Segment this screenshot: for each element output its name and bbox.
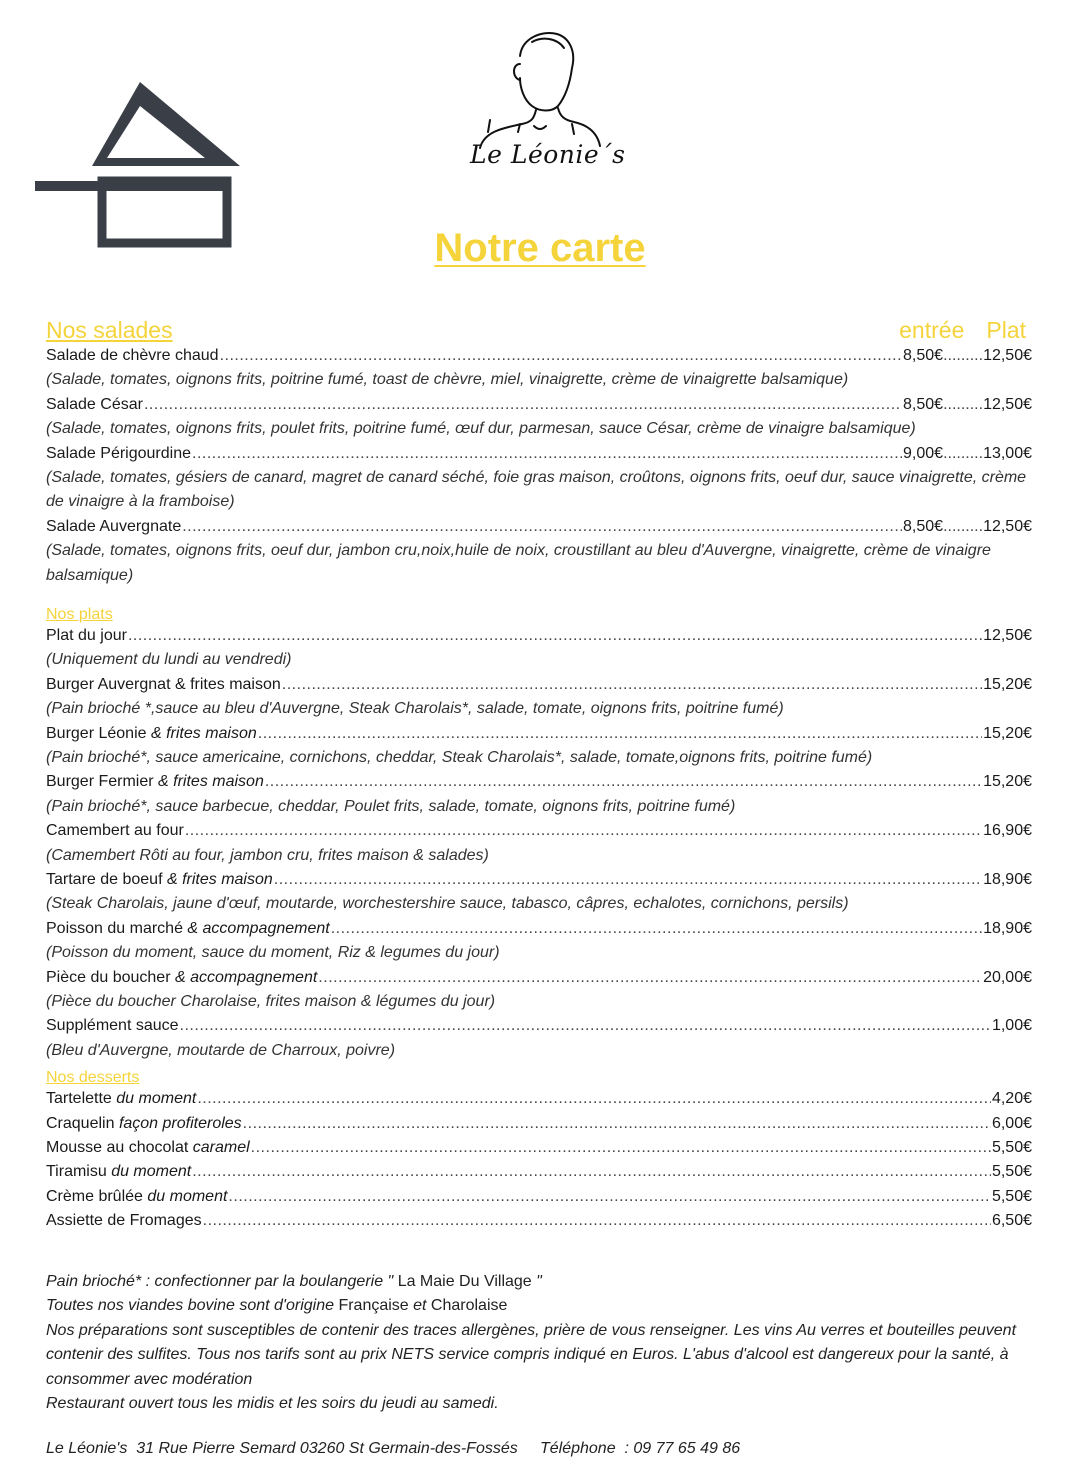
salade-price-entree: 9,00€ — [903, 444, 944, 462]
dot-leader — [258, 722, 982, 746]
salade-price-plat: 12,50€ — [983, 517, 1032, 535]
plat-description: (Poisson du moment, sauce du moment, Riz & legumes du jour) — [46, 944, 500, 962]
plat-price: 15,20€ — [983, 773, 1032, 791]
dessert-suffix: façon profiteroles — [118, 1114, 242, 1132]
plat-description: (Bleu d'Auvergne, moutarde de Charroux, poivre) — [46, 1041, 396, 1059]
dessert-name: Crème brûlée — [46, 1187, 148, 1205]
address-line: Le Léonie's 31 Rue Pierre Semard 03260 St Germain-des-Fossés Téléphone : 09 77 65 49 86 — [46, 1440, 741, 1457]
page-title: Notre carte — [434, 226, 646, 270]
plat-name-wrap — [46, 868, 273, 892]
plat-suffix: & frites maison — [158, 773, 264, 791]
plat-row — [46, 868, 1032, 892]
plat-price: 12,50€ — [983, 627, 1032, 644]
salade-price-entree: 8,50€ — [903, 347, 944, 364]
dot-leader — [251, 1136, 991, 1160]
dot-leader — [228, 1185, 991, 1209]
plat-name: Poisson du marché — [46, 919, 188, 937]
dessert-name: Mousse au chocolat — [46, 1138, 193, 1156]
dot-leader — [128, 624, 982, 648]
dot-leader — [943, 393, 983, 417]
footer-note-horaires: Restaurant ouvert tous les midis et les soirs du jeudi au samedi. — [46, 1395, 499, 1413]
plat-name-wrap — [46, 673, 281, 697]
dot-leader — [318, 966, 982, 990]
salade-name: Salade Périgourdine — [46, 444, 191, 462]
plat-name: Supplément sauce — [46, 1017, 179, 1035]
section-salades-header — [46, 312, 1032, 344]
plat-row — [46, 1014, 1032, 1038]
plat-description: (Uniquement du lundi au vendredi) — [46, 651, 292, 669]
footer-notes — [46, 1270, 1036, 1416]
plat-name: Plat du jour — [46, 627, 127, 644]
salade-name: Salade de chèvre chaud — [46, 347, 219, 364]
dot-leader — [943, 442, 983, 466]
dessert-name-wrap — [46, 1185, 227, 1209]
col-plat-label: Plat — [986, 317, 1026, 343]
salade-price-entree: 8,50€ — [903, 395, 944, 413]
dot-leader — [192, 1160, 991, 1184]
dot-leader — [265, 770, 982, 794]
salade-price-plat: 12,50€ — [983, 347, 1032, 364]
plat-description: (Pain brioché*, sauce americaine, cornichons, cheddar, Steak Charolais*, salade, tomate,oignons frits, poitrine fumé) — [46, 748, 873, 766]
plat-suffix: & frites maison — [150, 724, 257, 742]
plat-name: Tartare de boeuf — [46, 870, 167, 888]
plat-name-wrap — [46, 966, 317, 990]
dessert-suffix: du moment — [116, 1090, 197, 1108]
plat-name-wrap — [46, 770, 264, 794]
plat-name: Camembert au four — [46, 822, 184, 840]
plat-name: Burger Léonie — [46, 724, 151, 742]
footer-note-viandes: Toutes nos viandes bovine sont d'origine Française et Charolaise — [46, 1297, 508, 1315]
dessert-row — [46, 1087, 1032, 1111]
dot-leader — [192, 442, 902, 466]
dessert-name-wrap — [46, 1136, 250, 1160]
salades-list — [46, 344, 1032, 588]
dessert-row — [46, 1160, 1032, 1184]
dot-leader — [185, 819, 982, 843]
logo-text: Le Léonie´s — [470, 140, 626, 169]
plat-price: 1,00€ — [991, 1017, 1032, 1035]
menu — [46, 312, 1032, 1234]
plat-price: 15,20€ — [983, 724, 1032, 742]
dessert-price: 6,00€ — [991, 1114, 1032, 1132]
dessert-row — [46, 1185, 1032, 1209]
plat-row — [46, 673, 1032, 697]
section-desserts-header — [46, 1063, 1032, 1087]
plat-suffix: & accompagnement — [174, 968, 318, 986]
section-salades-title: Nos salades — [46, 317, 173, 343]
salade-description: (Salade, tomates, oignons frits, oeuf dur, jambon cru,noix,huile de noix, croustillant au bleu d'Auvergne, vinaigrette, crème de vinaigre balsamique) — [46, 542, 991, 584]
dessert-suffix: du moment — [147, 1187, 228, 1205]
plat-name-wrap — [46, 624, 127, 648]
plat-name-wrap — [46, 819, 184, 843]
dot-leader — [182, 515, 902, 539]
salade-price-plat: 13,00€ — [983, 444, 1032, 462]
dot-leader — [243, 1112, 991, 1136]
plat-name-wrap — [46, 1014, 179, 1038]
dot-leader — [197, 1087, 991, 1111]
dot-leader — [220, 344, 902, 368]
plat-description: (Pain brioché *,sauce au bleu d'Auvergne, Steak Charolais*, salade, tomate, oignons frits, poitrine fumé) — [46, 700, 784, 718]
salade-row — [46, 344, 1032, 368]
dessert-name: Tiramisu — [46, 1163, 112, 1181]
plat-row — [46, 770, 1032, 794]
dessert-row — [46, 1209, 1032, 1233]
footer-note-allergenes: Nos préparations sont susceptibles de contenir des traces allergènes, prière de vous renseigner. Les vins Au verres et bouteilles peuvent contenir des sulfites. Tous nos tarifs sont au prix NETS service compris indiqué en Euros. L'abus d'alcool est dangereux pour la santé, à consommer avec modération — [46, 1321, 1017, 1388]
salade-description: (Salade, tomates, oignons frits, poitrine fumé, toast de chèvre, miel, vinaigrette, crème de vinaigrette balsamique) — [46, 371, 849, 389]
plat-price: 18,90€ — [983, 919, 1032, 937]
dot-leader — [331, 917, 982, 941]
dessert-suffix: du moment — [111, 1163, 192, 1181]
col-entree-label: entrée — [899, 317, 965, 343]
dessert-price: 6,50€ — [991, 1212, 1032, 1230]
plat-price: 16,90€ — [983, 822, 1032, 840]
dessert-name-wrap — [46, 1112, 242, 1136]
dessert-name: Tartelette — [46, 1090, 117, 1108]
section-desserts-title: Nos desserts — [46, 1069, 140, 1087]
plat-name-wrap — [46, 722, 257, 746]
dot-leader — [282, 673, 982, 697]
salade-row — [46, 442, 1032, 466]
salade-row — [46, 515, 1032, 539]
dot-leader — [144, 393, 902, 417]
dessert-name-wrap — [46, 1087, 196, 1111]
plat-name-wrap — [46, 917, 330, 941]
salade-description: (Salade, tomates, gésiers de canard, magret de canard séché, foie gras maison, croûtons, oignons frits, oeuf dur, sauce vinaigrette, crème de vinaigre à la framboise) — [46, 468, 1027, 511]
plat-description: (Pain brioché*, sauce barbecue, cheddar, Poulet frits, salade, tomate, oignons frits, poitrine fumé) — [46, 797, 736, 815]
section-plats-header — [46, 600, 1032, 624]
plat-name: Pièce du boucher — [46, 968, 175, 986]
dessert-price: 5,50€ — [991, 1163, 1032, 1181]
dessert-row — [46, 1112, 1032, 1136]
dot-leader — [203, 1209, 991, 1233]
plat-row — [46, 966, 1032, 990]
house-icon — [35, 80, 245, 250]
dessert-price: 5,50€ — [991, 1187, 1032, 1205]
plat-price: 20,00€ — [983, 968, 1032, 986]
plat-name: Burger Auvergnat & frites maison — [46, 675, 281, 693]
plat-name: Burger Fermier — [46, 773, 159, 791]
plat-suffix: & frites maison — [166, 870, 273, 888]
section-plats-title: Nos plats — [46, 606, 113, 623]
dot-leader — [943, 344, 983, 368]
plat-description: (Pièce du boucher Charolaise, frites maison & légumes du jour) — [46, 992, 496, 1010]
plat-price: 15,20€ — [983, 675, 1032, 693]
plat-row — [46, 819, 1032, 843]
plat-suffix: & accompagnement — [187, 919, 330, 937]
salade-price-entree: 8,50€ — [903, 517, 944, 535]
dot-leader — [180, 1014, 991, 1038]
plat-row — [46, 917, 1032, 941]
dessert-suffix: caramel — [192, 1138, 250, 1156]
dessert-name-wrap — [46, 1160, 191, 1184]
plat-description: (Steak Charolais, jaune d'œuf, moutarde, worchestershire sauce, tabasco, câpres, echalotes, cornichons, persils) — [46, 895, 849, 913]
salade-row — [46, 393, 1032, 417]
dot-leader — [943, 515, 983, 539]
dessert-name: Assiette de Fromages — [46, 1212, 202, 1230]
salade-description: (Salade, tomates, oignons frits, poulet frits, poitrine fumé, œuf dur, parmesan, sauce César, crème de vinaigre balsamique) — [46, 420, 916, 438]
dessert-row — [46, 1136, 1032, 1160]
dessert-price: 5,50€ — [991, 1138, 1032, 1156]
salade-name: Salade Auvergnate — [46, 517, 182, 535]
salade-price-plat: 12,50€ — [983, 395, 1032, 413]
desserts-list — [46, 1087, 1032, 1233]
plat-price: 18,90€ — [983, 870, 1032, 888]
plat-row — [46, 722, 1032, 746]
plat-description: (Camembert Rôti au four, jambon cru, frites maison & salades) — [46, 846, 489, 864]
dessert-price: 4,20€ — [991, 1090, 1032, 1108]
salade-name: Salade César — [46, 395, 143, 413]
dessert-name-wrap — [46, 1209, 202, 1233]
dessert-name: Craquelin — [46, 1114, 119, 1132]
footer-note-brioche: Pain brioché* : confectionner par la boulangerie " La Maie Du Village " — [46, 1273, 542, 1290]
plats-list — [46, 624, 1032, 1063]
dot-leader — [274, 868, 982, 892]
plat-row — [46, 624, 1032, 648]
